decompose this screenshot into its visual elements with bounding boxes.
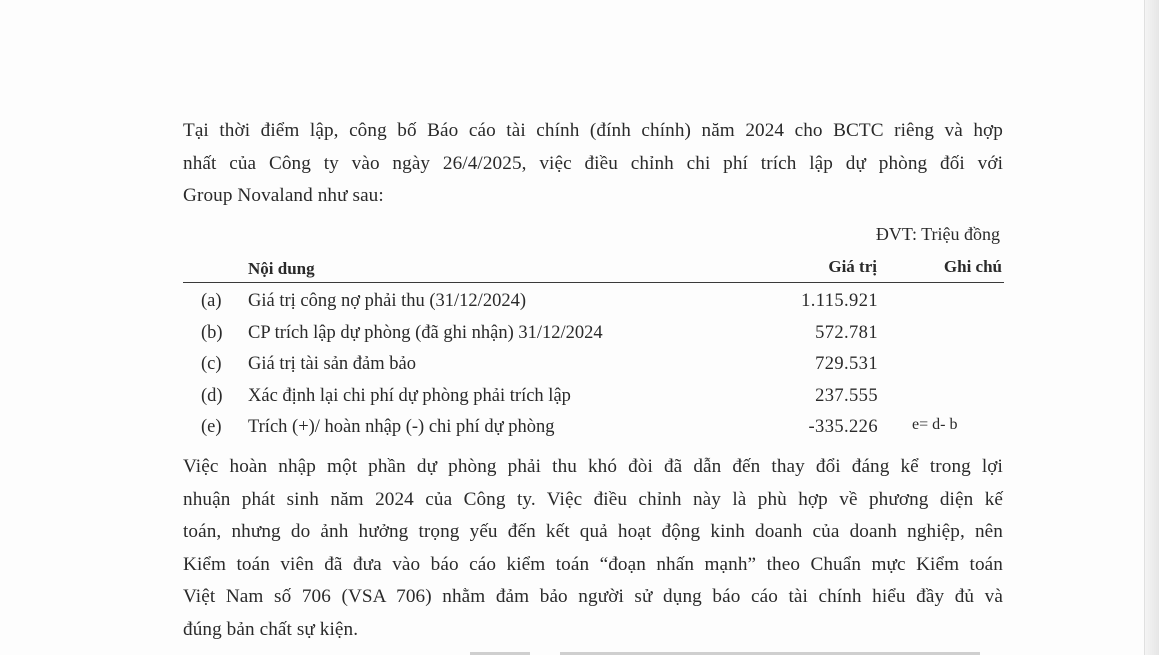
explanation-line: nhuận phát sinh năm 2024 của Công ty. Việc điều chỉnh này là phù hợp về phương diện kế bbox=[183, 488, 1003, 510]
provision-table bbox=[183, 254, 1004, 445]
row-value: -335.226 bbox=[808, 417, 878, 437]
row-index: (e) bbox=[201, 417, 222, 437]
explanation-line: Việc hoàn nhập một phần dự phòng phải thu khó đòi đã dẫn đến thay đổi đáng kể trong lợi bbox=[183, 456, 1003, 477]
page-edge bbox=[1144, 0, 1159, 655]
table-row bbox=[183, 287, 1004, 319]
row-description: Trích (+)/ hoàn nhập (-) chi phí dự phòng bbox=[248, 417, 555, 437]
table-header bbox=[183, 254, 1004, 283]
intro-line: Tại thời điểm lập, công bố Báo cáo tài chính (đính chính) năm 2024 cho BCTC riêng và hợp bbox=[183, 120, 1003, 141]
row-value: 1.115.921 bbox=[801, 291, 878, 311]
table-row bbox=[183, 350, 1004, 382]
row-description: Giá trị tài sản đảm bảo bbox=[248, 354, 416, 374]
header-value: Giá trị bbox=[828, 257, 877, 276]
row-description: Xác định lại chi phí dự phòng phải trích lập bbox=[248, 385, 571, 406]
intro-paragraph bbox=[183, 115, 1003, 213]
explanation-paragraph bbox=[183, 451, 1003, 646]
intro-line: nhất của Công ty vào ngày 26/4/2025, việc điều chỉnh chi phí trích lập dự phòng đối với bbox=[183, 152, 1003, 174]
intro-line: Group Novaland như sau: bbox=[183, 185, 384, 206]
row-index: (c) bbox=[201, 354, 222, 374]
explanation-line: Việt Nam số 706 (VSA 706) nhằm đảm bảo người sử dụng báo cáo tài chính hiểu đầy đủ và bbox=[183, 586, 1003, 607]
header-content: Nội dung bbox=[248, 259, 315, 278]
row-description: CP trích lập dự phòng (đã ghi nhận) 31/12/2024 bbox=[248, 322, 603, 343]
row-note: e= d- b bbox=[912, 416, 958, 433]
explanation-line: Kiểm toán viên đã đưa vào báo cáo kiểm toán “đoạn nhấn mạnh” theo Chuẩn mực Kiểm toán bbox=[183, 553, 1003, 575]
explanation-line: đúng bản chất sự kiện. bbox=[183, 618, 359, 640]
row-index: (a) bbox=[201, 291, 222, 311]
row-value: 729.531 bbox=[815, 354, 878, 374]
table-row bbox=[183, 319, 1004, 351]
table-row bbox=[183, 413, 1004, 445]
header-note: Ghi chú bbox=[943, 257, 1002, 276]
row-description: Giá trị công nợ phải thu (31/12/2024) bbox=[248, 291, 526, 311]
explanation-line: toán, nhưng do ảnh hưởng trọng yếu đến kết quả hoạt động kinh doanh của doanh nghiệp, nên bbox=[183, 521, 1003, 542]
unit-label: ĐVT: Triệu đồng bbox=[875, 224, 1000, 244]
row-value: 572.781 bbox=[815, 322, 878, 343]
row-index: (d) bbox=[201, 385, 223, 406]
row-index: (b) bbox=[201, 322, 223, 343]
table-row bbox=[183, 382, 1004, 414]
row-value: 237.555 bbox=[815, 385, 878, 406]
